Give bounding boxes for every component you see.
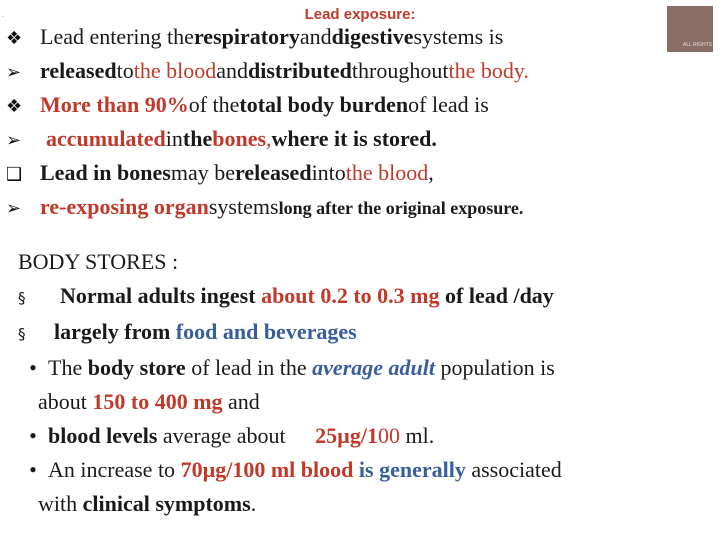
text-span: . — [250, 491, 257, 516]
text-span: , — [428, 160, 434, 185]
text-span: Normal adults ingest — [60, 283, 262, 308]
text-span: 150 to 400 mg — [92, 389, 223, 414]
dot-bullet-icon: • — [29, 423, 37, 448]
list-item-continuation — [18, 487, 713, 521]
text-span: about — [38, 389, 93, 414]
list-item — [18, 351, 713, 385]
text-span: An increase to — [48, 457, 181, 482]
section-bullet-icon: § — [18, 325, 26, 343]
text-span: More than 90% — [40, 92, 189, 117]
slide-title: Lead exposure: — [304, 6, 416, 23]
list-item — [18, 279, 713, 315]
text-span: is — [358, 457, 374, 482]
text-span: 25µg/1 — [315, 423, 378, 448]
square-bullet-icon: ❑ — [6, 164, 23, 185]
text-span: and — [222, 389, 260, 414]
diamond-bullet-icon: ❖ — [6, 28, 23, 49]
text-span: Lead in bones — [40, 160, 171, 185]
logo-text: ALL RIGHTS — [683, 42, 712, 48]
text-span: the — [182, 126, 213, 151]
list-item-continuation — [18, 385, 713, 419]
text-span: of lead /day — [439, 283, 554, 308]
section-heading — [18, 245, 713, 279]
dot-bullet-icon: • — [29, 457, 37, 482]
text-span: into — [311, 160, 346, 185]
text-span: released — [40, 58, 117, 83]
text-span: average about — [157, 423, 292, 448]
text-span: about 0.2 to 0.3 mg — [261, 283, 440, 308]
arrow-bullet-icon: ➢ — [6, 130, 22, 151]
text-span: distributed — [247, 58, 352, 83]
text-span: throughout — [351, 58, 449, 83]
text-span: the blood — [345, 160, 429, 185]
body-stores-section — [18, 245, 713, 521]
text-span: , — [266, 126, 272, 151]
text-span: systems is — [413, 24, 504, 49]
section-bullet-icon: § — [18, 289, 26, 307]
text-span: the blood — [133, 58, 217, 83]
text-span: body store — [87, 355, 186, 380]
list-item — [6, 24, 711, 58]
text-span: long after the original exposure. — [278, 198, 524, 218]
text-span: accumulated — [46, 126, 166, 151]
list-item — [18, 315, 713, 351]
dot-bullet-icon: • — [29, 355, 37, 380]
text-span: food and beverages — [175, 319, 357, 344]
text-span: generally — [379, 457, 466, 482]
text-span: may be — [170, 160, 235, 185]
text-span: digestive — [331, 24, 414, 49]
text-span: and — [216, 58, 248, 83]
text-span: of lead is — [408, 92, 489, 117]
text-span: population is — [435, 355, 555, 380]
text-span: released — [234, 160, 312, 185]
text-span: respiratory — [193, 24, 300, 49]
arrow-bullet-icon: ➢ — [6, 62, 22, 83]
text-span: largely from — [54, 319, 176, 344]
text-span: where it is stored. — [271, 126, 437, 151]
list-item — [6, 92, 711, 126]
text-span: associated — [465, 457, 562, 482]
text-span: bones — [212, 126, 267, 151]
text-span: systems — [208, 194, 279, 219]
lead-exposure-list — [6, 24, 711, 228]
text-span: and — [299, 24, 332, 49]
corner-mark: . — [2, 10, 4, 19]
list-item — [18, 419, 713, 453]
text-span: in — [165, 126, 183, 151]
text-span: 70µg/100 ml blood — [180, 457, 354, 482]
text-span: with — [38, 491, 83, 516]
text-span: to — [116, 58, 134, 83]
text-span: The — [48, 355, 88, 380]
list-item — [6, 194, 711, 228]
text-span: of lead in the — [185, 355, 313, 380]
heading-text: BODY STORES — [18, 249, 167, 274]
list-item — [6, 160, 711, 194]
text-span: re-exposing organ — [40, 194, 209, 219]
heading-colon: : — [166, 249, 179, 274]
text-span: the body. — [448, 58, 529, 83]
text-span: clinical symptoms — [82, 491, 251, 516]
list-item — [18, 453, 713, 487]
text-span: Lead entering the — [40, 24, 194, 49]
text-span: blood levels — [48, 423, 158, 448]
text-span: total body burden — [239, 92, 409, 117]
text-span: of the — [188, 92, 240, 117]
arrow-bullet-icon: ➢ — [6, 198, 22, 219]
text-span: 00 — [377, 423, 400, 448]
list-item — [6, 58, 711, 92]
text-span: average adult — [312, 355, 435, 380]
list-item — [6, 126, 711, 160]
text-span: ml. — [399, 423, 435, 448]
diamond-bullet-icon: ❖ — [6, 96, 23, 117]
